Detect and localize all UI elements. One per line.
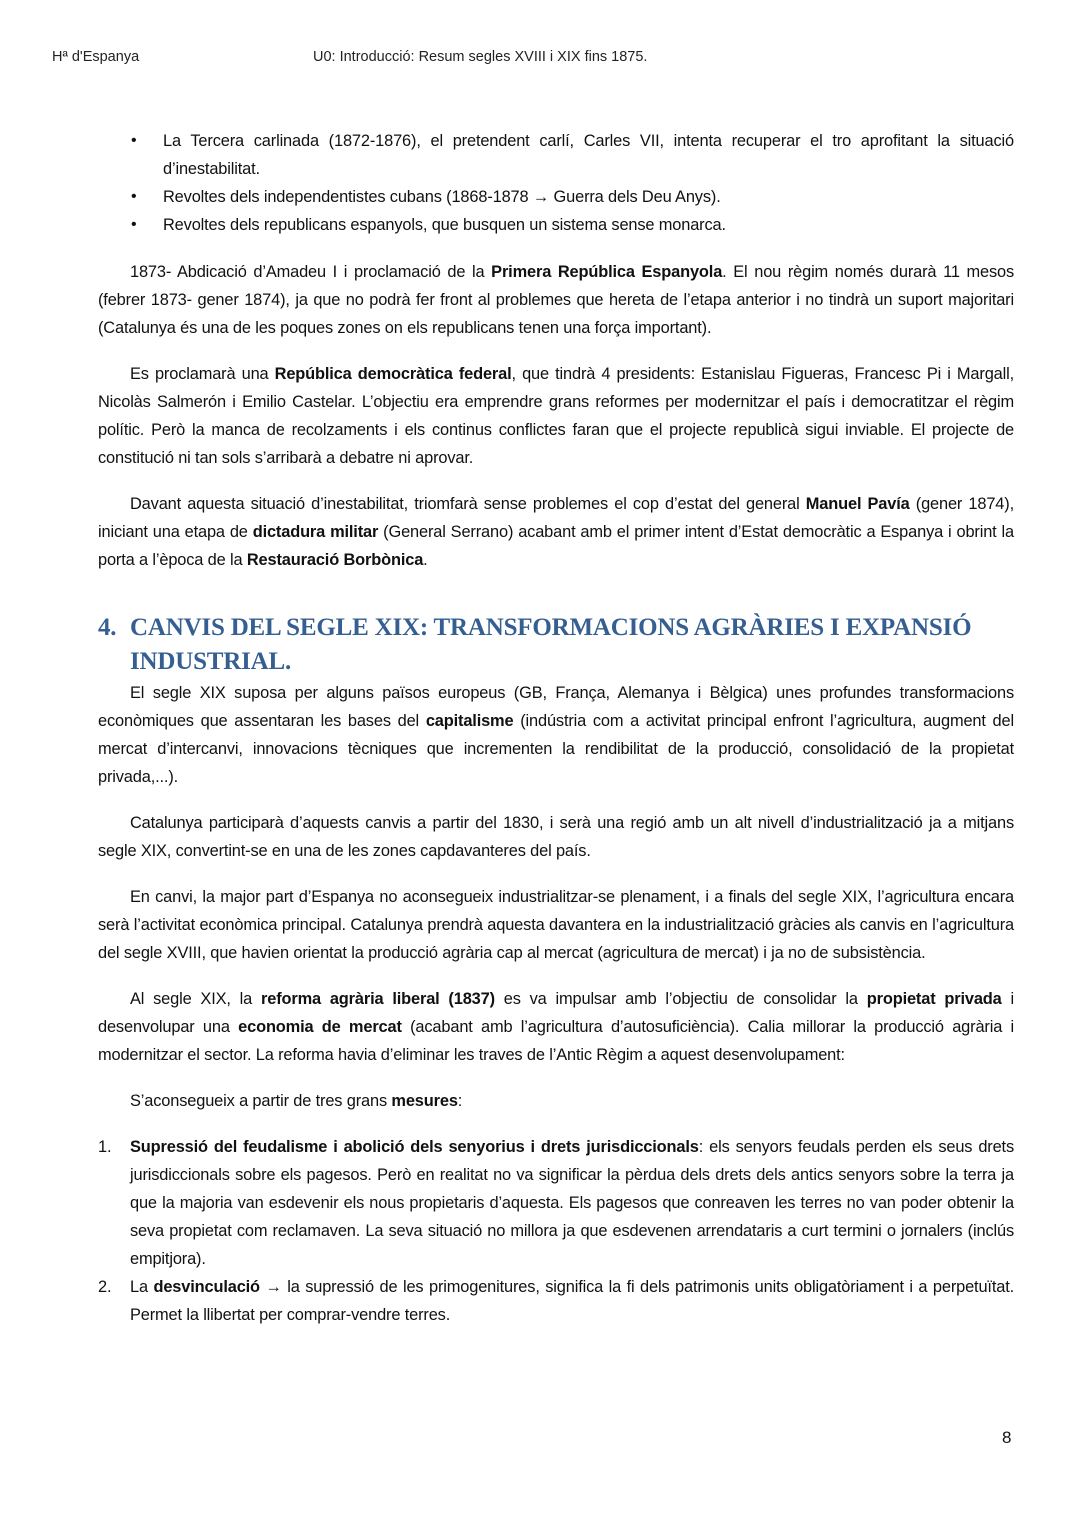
paragraph-coup-pavia [98,490,1014,574]
paragraph-first-republic [98,258,1014,342]
text-run: S’aconsegueix a partir de tres grans [130,1092,392,1110]
bullet-icon: • [131,188,137,205]
document-body [98,127,1014,1329]
list-item [98,1133,1014,1273]
text-run: (acabant amb l’agricultura d’autosuficiència). Calia millorar la producció agrària i modernitzar el sector. La reforma havia d’eliminar les traves de l’Antic Règim a aquest desenvolupament: [98,1018,1014,1064]
bold-term: reforma agrària liberal (1837) [261,990,495,1008]
spacer [98,342,1014,360]
measures-list [98,1133,1014,1329]
bold-term: mesures [391,1092,458,1110]
section-heading [98,611,1014,679]
text-run: → la supressió de les primogenitures, significa la fi dels patrimonis units obligatòriament i a perpetuïtat. Permet la llibertat per comprar-vendre terres. [130,1278,1015,1324]
text-run: La [130,1278,154,1296]
page-header [0,49,1080,71]
text-run: Al segle XIX, la [130,990,261,1008]
spacer [98,967,1014,985]
bold-term: Supressió del feudalisme i abolició dels senyorius i drets jurisdiccionals [130,1138,699,1156]
text-run: es va impulsar amb l’objectiu de consolidar la [494,990,867,1008]
bullet-text: Revoltes dels republicans espanyols, que busquen un sistema sense monarca. [163,216,726,234]
paragraph-capitalism [98,679,1014,791]
spacer [98,472,1014,490]
list-item [98,211,1014,239]
bold-term: República democràtica federal [274,365,512,383]
paragraph-spain-agriculture [98,883,1014,967]
bold-term: propietat privada [866,990,1002,1008]
spacer [98,865,1014,883]
list-item [98,1273,1014,1329]
bold-term: Primera República Espanyola [491,263,723,281]
text-run: Es proclamarà una [130,365,275,383]
bullet-text: La Tercera carlinada (1872-1876), el pretendent carlí, Carles VII, intenta recuperar el tro aprofitant la situació d’inestabilitat. [163,132,1014,178]
spacer [98,1069,1014,1087]
bullet-icon: • [131,132,137,149]
bullet-list [98,127,1014,239]
spacer [98,1115,1014,1133]
bold-term: capitalisme [425,712,514,730]
bold-term: economia de mercat [238,1018,402,1036]
text-run: 1873- Abdicació d’Amadeu I i proclamació de la [130,263,492,281]
text-run: (gener 1874), iniciant una etapa de [98,495,1014,541]
text-run: : [457,1092,463,1110]
text-run: Catalunya participarà d’aquests canvis a partir del 1830, i serà una regió amb un alt nivell d’industrialització ja a mitjans segle XIX, convertint-se en una de les zones capdavanteres del país. [98,814,1014,860]
spacer [98,791,1014,809]
list-number: 2. [98,1278,112,1296]
paragraph-catalonia [98,809,1014,865]
bold-term: Manuel Pavía [805,495,910,513]
text-run: (indústria com a activitat principal enfront l’agricultura, augment del mercat d’intercanvi, innovacions tècniques que incrementen la rendibilitat de la producció, consolidació de la propietat privada,...). [98,712,1014,786]
text-run: En canvi, la major part d’Espanya no aconsegueix industrialitzar-se plenament, i a finals del segle XIX, l’agricultura encara serà l’activitat econòmica principal. Catalunya prendrà aquesta davantera en la industrialització gràcies als canvis en l’agricultura del segle XVIII, que havien orientat la producció agrària cap al mercat (agricultura de mercat) i ja no de subsistència. [98,888,1014,962]
spacer [98,574,1014,611]
paragraph-agrarian-reform [98,985,1014,1069]
text-run: El segle XIX suposa per alguns països europeus (GB, França, Alemanya i Bèlgica) unes profundes transformacions econòmiques que assentaran les bases del [98,684,1014,730]
section-title-text: CANVIS DEL SEGLE XIX: TRANSFORMACIONS AGRÀRIES I EXPANSIÓ INDUSTRIAL. [130,614,972,675]
text-run: . El nou règim només durarà 11 mesos (febrer 1873- gener 1874), ja que no podrà fer front al problemes que hereta de l’etapa anterior i no tindrà un suport majoritari (Catalunya és una de les poques zones on els republicans tenen una força important). [98,263,1015,337]
list-number: 1. [98,1138,112,1156]
text-run: i desenvolupar una [98,990,1014,1036]
page-number: 8 [1002,1428,1012,1447]
header-subject: Hª d'Espanya [52,49,140,65]
bold-term: Restauració Borbònica [246,551,424,569]
spacer [98,239,1014,258]
bold-term: desvinculació [153,1278,260,1296]
text-run: (General Serrano) acabant amb el primer intent d’Estat democràtic a Espanya i obrint la porta a l’època de la [98,523,1014,569]
bullet-text: Revoltes dels independentistes cubans (1868-1878 → Guerra dels Deu Anys). [163,188,721,206]
text-run: , que tindrà 4 presidents: Estanislau Figueras, Francesc Pi i Margall, Nicolàs Salmerón i Emilio Castelar. L’objectiu era emprendre grans reformes per modernitzar el país i democratitzar el règim polític. Però la manca de recolzaments i els continus conflictes faran que el projecte republicà sigui inviable. El projecte de constitució ni tan sols s’arribarà a debatre ni aprovar. [98,365,1015,467]
list-item [98,127,1014,183]
list-item [98,183,1014,211]
header-unit-title: U0: Introducció: Resum segles XVIII i XIX fins 1875. [313,49,648,65]
text-run: . [423,551,428,569]
bold-term: dictadura militar [252,523,379,541]
bullet-icon: • [131,216,137,233]
paragraph-federal-republic [98,360,1014,472]
paragraph-measures-intro [98,1087,1014,1115]
text-run: : els senyors feudals perden els seus drets jurisdiccionals sobre els pagesos. Però en realitat no va significar la pèrdua dels drets dels antics senyors sobre la terra ja que la majoria van esdevenir els nous propietaris d’aquesta. Els pagesos que conreaven les terres no van poder obtenir la seva propietat com reclamaven. La seva situació no millora ja que esdevenen arrendataris a curt termini o jornalers (inclús empitjora). [130,1138,1015,1268]
section-number: 4. [98,614,117,641]
text-run: Davant aquesta situació d’inestabilitat, triomfarà sense problemes el cop d’estat del general [130,495,806,513]
